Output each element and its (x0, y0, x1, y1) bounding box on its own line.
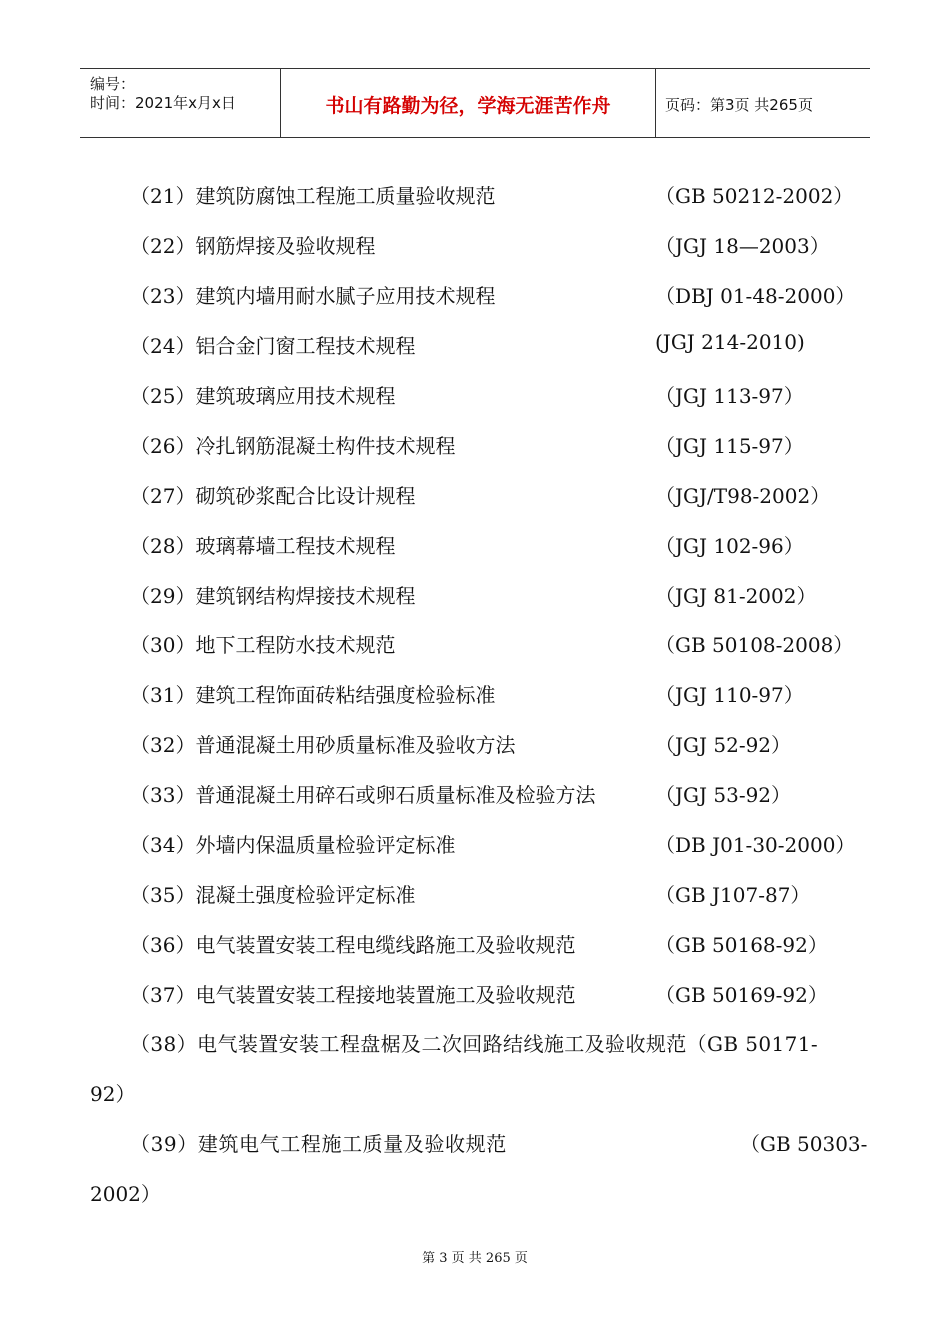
header-right-cell (655, 69, 870, 137)
header-page-info: 页码：第3页 共265页 (665, 96, 813, 114)
standard-code: （JGJ 110-97） (655, 683, 804, 707)
header-left-cell (80, 69, 280, 137)
paragraph-38-line2: 92） (90, 1082, 136, 1106)
header-motto-cell (280, 69, 656, 137)
paragraph-38-line1: （38）电气装置安装工程盘椐及二次回路结线施工及验收规范（GB 50171- (130, 1032, 819, 1056)
standard-code: （GB 50212-2002） (655, 184, 854, 208)
standard-code: （JGJ 113-97） (655, 384, 804, 408)
standard-title: （36）电气装置安装工程电缆线路施工及验收规范 (130, 933, 576, 957)
standard-code: （GB 50168-92） (655, 933, 828, 957)
standard-code: （GB 50108-2008） (655, 633, 854, 657)
header-motto: 书山有路勤为径，学海无涯苦作舟 (325, 95, 611, 117)
standard-code: （JGJ 81-2002） (655, 584, 817, 608)
standard-title: （32）普通混凝土用砂质量标准及验收方法 (130, 733, 516, 757)
standard-code: （DB J01-30-2000） (655, 833, 856, 857)
document-time-label: 时间：2021年x月x日 (90, 94, 236, 112)
paragraph-39-code: （GB 50303- (740, 1132, 868, 1156)
standard-code: （JGJ 115-97） (655, 434, 804, 458)
standard-title: （29）建筑钢结构焊接技术规程 (130, 584, 416, 608)
standard-code: (JGJ 214-2010) (655, 330, 805, 354)
standard-code: （GB J107-87） (655, 883, 811, 907)
standard-code: （GB 50169-92） (655, 983, 828, 1007)
standard-title: （22）钢筋焊接及验收规程 (130, 234, 376, 258)
paragraph-39-title: （39）建筑电气工程施工质量及验收规范 (130, 1132, 507, 1156)
standard-title: （24）铝合金门窗工程技术规程 (130, 334, 416, 358)
standard-code: （JGJ 18—2003） (655, 234, 830, 258)
standard-title: （35）混凝土强度检验评定标准 (130, 883, 416, 907)
standard-title: （21）建筑防腐蚀工程施工质量验收规范 (130, 184, 496, 208)
standard-title: （25）建筑玻璃应用技术规程 (130, 384, 396, 408)
standard-title: （27）砌筑砂浆配合比设计规程 (130, 484, 416, 508)
standard-title: （26）冷扎钢筋混凝土构件技术规程 (130, 434, 456, 458)
standard-code: （JGJ 53-92） (655, 783, 792, 807)
paragraph-38 (90, 1028, 860, 1108)
standard-title: （23）建筑内墙用耐水腻子应用技术规程 (130, 284, 496, 308)
standard-code: （DBJ 01-48-2000） (655, 284, 856, 308)
standard-code: （JGJ 102-96） (655, 534, 804, 558)
standard-title: （34）外墙内保温质量检验评定标准 (130, 833, 456, 857)
standard-title: （31）建筑工程饰面砖粘结强度检验标准 (130, 683, 496, 707)
standard-code: （JGJ 52-92） (655, 733, 792, 757)
page-header (80, 68, 870, 138)
document-number-label: 编号： (90, 75, 136, 93)
standard-title: （37）电气装置安装工程接地装置施工及验收规范 (130, 983, 576, 1007)
standard-title: （30）地下工程防水技术规范 (130, 633, 396, 657)
paragraph-39 (90, 1128, 868, 1208)
standard-code: （JGJ/T98-2002） (655, 484, 831, 508)
paragraph-39-line2: 2002） (90, 1182, 161, 1206)
standard-title: （28）玻璃幕墙工程技术规程 (130, 534, 396, 558)
page-footer: 第 3 页 共 265 页 (422, 1251, 528, 1266)
standard-title: （33）普通混凝土用碎石或卵石质量标准及检验方法 (130, 783, 596, 807)
